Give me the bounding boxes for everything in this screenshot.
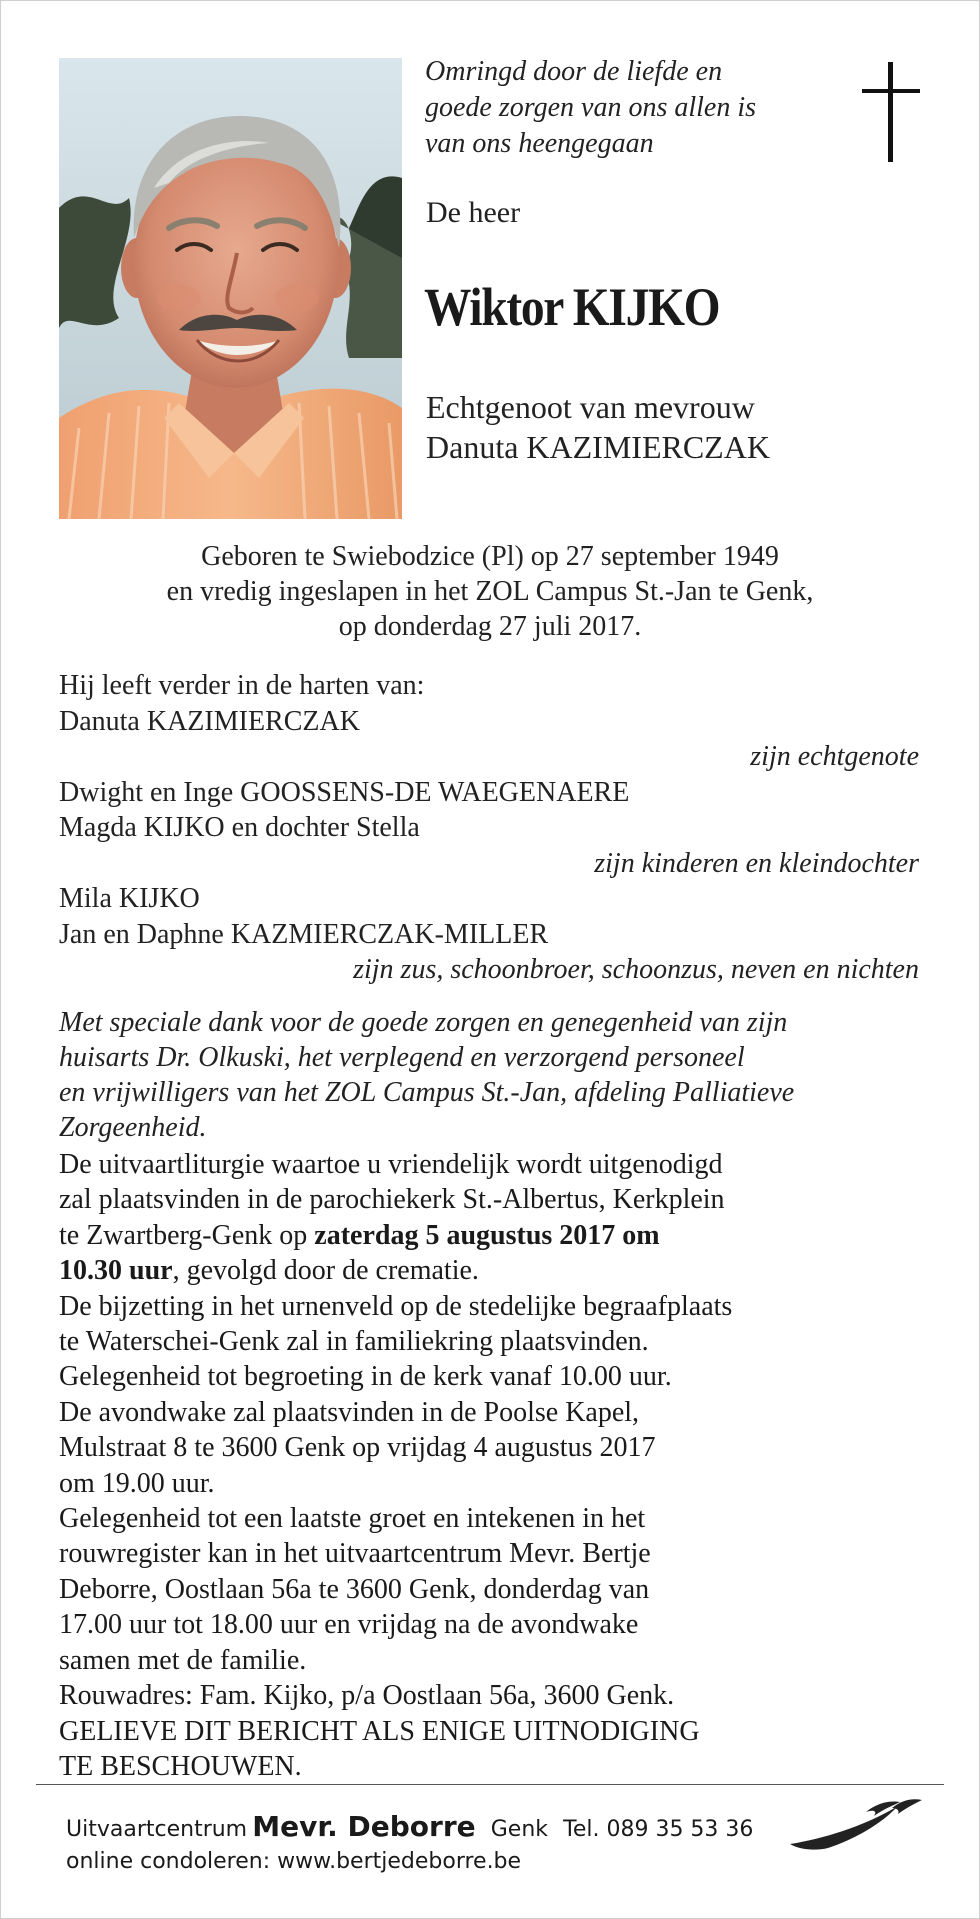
body-line: om 19.00 uur.	[59, 1467, 215, 1499]
family-name: Danuta KAZIMIERCZAK	[59, 705, 360, 737]
ceremony-date: zaterdag 5 augustus 2017 om	[314, 1219, 660, 1251]
intro-line: van ons heengegaan	[425, 128, 654, 159]
footer-company-line	[66, 1810, 753, 1843]
body-line: Rouwadres: Fam. Kijko, p/a Oostlaan 56a, 3600 Genk.	[59, 1680, 675, 1712]
birth-line: Geboren te Swiebodzice (Pl) op 27 september 1949	[201, 541, 779, 572]
body-line: samen met de familie.	[59, 1644, 307, 1676]
body-line	[59, 1218, 919, 1253]
family-name: Magda KIJKO en dochter Stella	[59, 812, 420, 843]
ceremony-block	[59, 1147, 919, 1784]
body-line: Gelegenheid tot een laatste groet en intekenen in het	[59, 1503, 646, 1535]
body-line: De bijzetting in het urnenveld op de stedelijke begraafplaats	[59, 1290, 733, 1322]
spouse-line: Echtgenoot van mevrouw	[426, 389, 755, 425]
birds-logo-icon	[788, 1798, 922, 1850]
honorific: De heer	[426, 196, 521, 229]
footer-divider	[36, 1784, 944, 1785]
birth-line: en vredig ingeslapen in het ZOL Campus St.-Jan te Genk,	[166, 576, 814, 607]
body-line: zal plaatsvinden in de parochiekerk St.-Albertus, Kerkplein	[59, 1184, 725, 1216]
family-relation: zijn kinderen en kleindochter	[594, 847, 919, 879]
body-line: te Waterschei-Genk zal in familiekring plaatsvinden.	[59, 1326, 649, 1358]
body-text: te Zwartberg-Genk op	[59, 1219, 315, 1251]
footer-city: Genk	[490, 1817, 549, 1842]
thanks-line: huisarts Dr. Olkuski, het verplegend en verzorgend personeel	[59, 1042, 745, 1073]
family-name: Dwight en Inge GOOSSENS-DE WAEGENAERE	[59, 776, 630, 808]
cross-icon	[860, 62, 922, 162]
family-intro: Hij leeft verder in de harten van:	[59, 670, 425, 701]
thanks-line: Met speciale dank voor de goede zorgen en genegenheid van zijn	[59, 1007, 788, 1038]
footer-phone: Tel. 089 35 53 36	[563, 1817, 754, 1842]
body-line: De avondwake zal plaatsvinden in de Poolse Kapel,	[59, 1396, 640, 1428]
deceased-name: Wiktor KIJKO	[424, 277, 720, 337]
birth-block	[60, 539, 920, 644]
intro-line: Omringd door de liefde en	[425, 56, 723, 87]
ceremony-time: 10.30 uur	[59, 1255, 173, 1287]
footer-prefix: Uitvaartcentrum	[66, 1817, 248, 1842]
body-line: GELIEVE DIT BERICHT ALS ENIGE UITNODIGING	[59, 1715, 700, 1747]
family-name: Jan en Daphne KAZMIERCZAK-MILLER	[59, 918, 549, 950]
body-line: TE BESCHOUWEN.	[59, 1750, 302, 1782]
body-line: rouwregister kan in het uitvaartcentrum Mevr. Bertje	[59, 1538, 651, 1570]
portrait-photo	[59, 58, 402, 519]
body-line	[59, 1253, 919, 1288]
intro-line: goede zorgen van ons allen is	[425, 92, 757, 123]
family-relation: zijn zus, schoonbroer, schoonzus, neven en nichten	[353, 954, 919, 985]
footer-online-condolence[interactable]: online condoleren: www.bertjedeborre.be	[66, 1849, 522, 1874]
thanks-block	[59, 1005, 919, 1145]
family-relation: zijn echtgenote	[750, 741, 919, 772]
spouse-line: Danuta KAZIMIERCZAK	[426, 429, 770, 465]
body-line: 17.00 uur tot 18.00 uur en vrijdag na de avondwake	[59, 1609, 639, 1641]
body-text: , gevolgd door de crematie.	[172, 1255, 479, 1287]
birth-line: op donderdag 27 juli 2017.	[338, 611, 642, 642]
family-name: Mila KIJKO	[59, 883, 200, 914]
family-block	[59, 668, 919, 988]
body-line: Gelegenheid tot begroeting in de kerk vanaf 10.00 uur.	[59, 1361, 672, 1393]
body-line: Deborre, Oostlaan 56a te 3600 Genk, donderdag van	[59, 1573, 650, 1605]
intro-text	[425, 54, 845, 162]
thanks-line: en vrijwilligers van het ZOL Campus St.-Jan, afdeling Palliatieve	[59, 1077, 795, 1108]
spouse-block	[426, 387, 770, 467]
body-line: De uitvaartliturgie waartoe u vriendelijk wordt uitgenodigd	[59, 1149, 723, 1180]
thanks-line: Zorgeenheid.	[59, 1112, 207, 1143]
footer-company: Mevr. Deborre	[252, 1810, 476, 1843]
body-line: Mulstraat 8 te 3600 Genk op vrijdag 4 augustus 2017	[59, 1432, 656, 1464]
